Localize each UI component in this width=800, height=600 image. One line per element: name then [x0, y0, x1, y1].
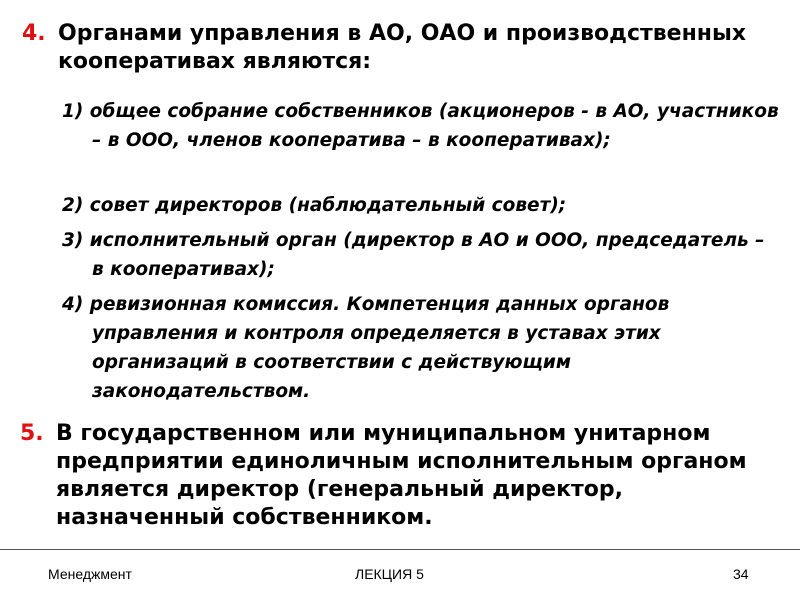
sub-item-1: 1) общее собрание собственников (акционеров - в АО, участников – в ООО, членов кооператива – в кооперативах); — [62, 101, 779, 151]
item-number: 5. — [20, 421, 44, 446]
sub-item-3: 3) исполнительный орган (директор в АО и ООО, председатель – в кооперативах); — [62, 230, 765, 280]
item-text: В государственном или муниципальном унитарном предприятии единоличным исполнительным органом является директор (генеральный директор, назначенный собственником. — [56, 421, 747, 530]
list-item-4 — [22, 20, 782, 76]
list-item-5 — [20, 420, 780, 532]
item-text: Органами управления в АО, ОАО и производственных кооперативах являются: — [58, 21, 747, 74]
footer-lecture-label: ЛЕКЦИЯ 5 — [355, 566, 424, 582]
footer-course-title: Менеджмент — [48, 566, 132, 582]
footer-divider — [0, 549, 800, 550]
item-number: 4. — [22, 21, 46, 46]
footer-page-number: 34 — [733, 566, 749, 582]
sub-item-2: 2) совет директоров (наблюдательный совет); — [62, 195, 567, 216]
sub-item-4: 4) ревизионная комиссия. Компетенция данных органов управления и контроля определяется в уставах этих организаций в соответствии с действующим законодательством. — [62, 294, 670, 402]
